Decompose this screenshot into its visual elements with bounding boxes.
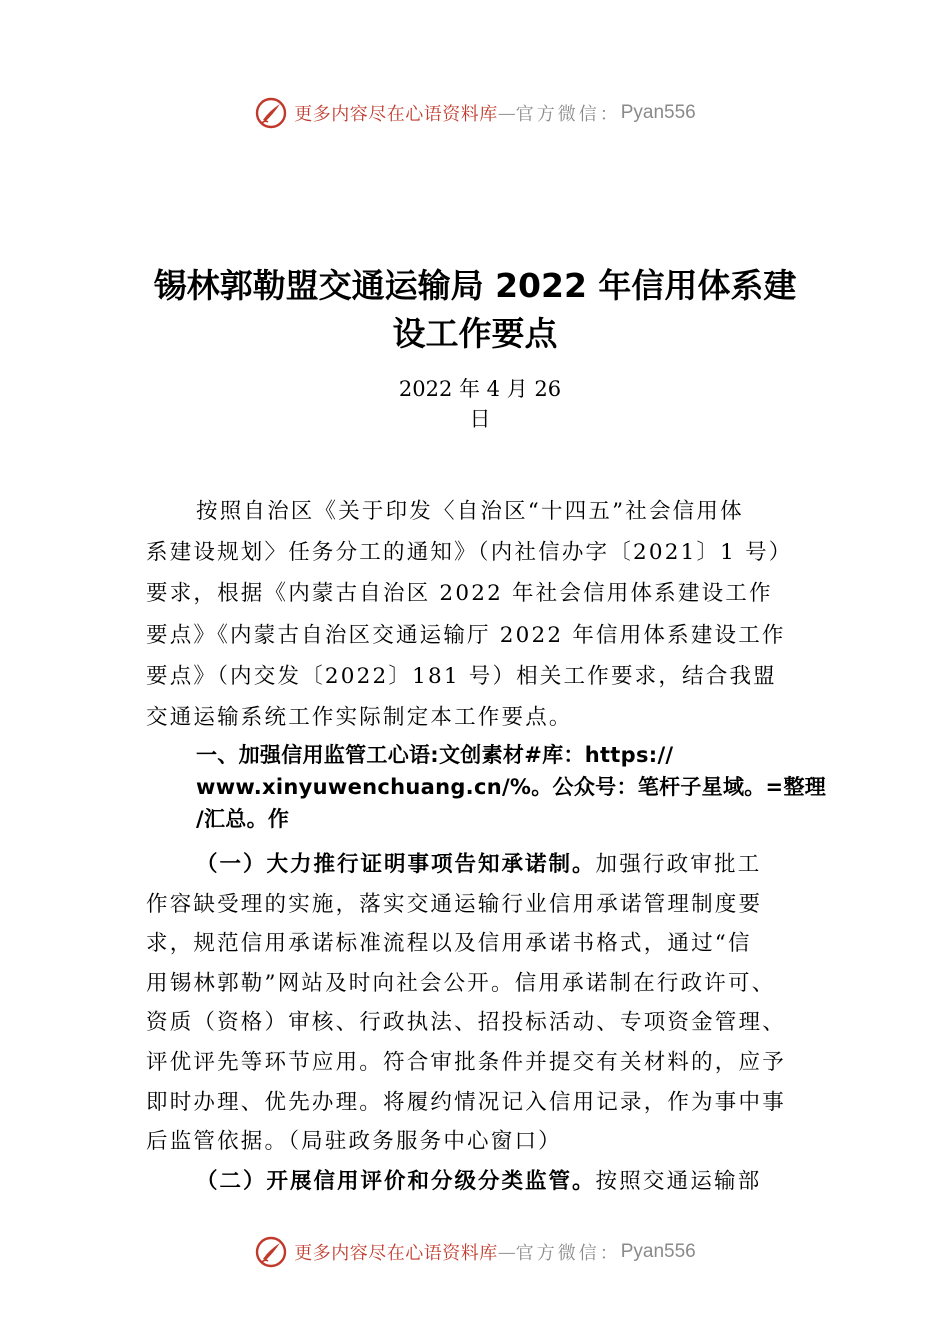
section-heading-1 (196, 739, 876, 835)
item-2-first-text: 按照交通运输部 (595, 1169, 762, 1194)
text-line: 交通运输系统工作实际制定本工作要点。 (146, 705, 573, 731)
item-first-line (146, 1162, 826, 1202)
text-line: 要点》《内蒙古自治区交通运输厅 2022 年信用体系建设工作 (146, 622, 786, 648)
item-2-heading: （二）开展信用评价和分级分类监管。 (196, 1169, 596, 1194)
text-line: 求，规范信用承诺标准流程以及信用承诺书格式，通过“信 (146, 931, 752, 957)
brush-logo-icon (254, 1235, 288, 1269)
banner-main-text: 更多内容尽在心语资料库 (294, 104, 498, 125)
date-line: 2022 年 4 月 26 (398, 377, 562, 401)
intro-paragraph (146, 491, 826, 738)
item-1-paragraph (146, 845, 826, 1162)
text-line: 作容缺受理的实施，落实交通运输行业信用承诺管理制度要 (146, 891, 763, 917)
text-line: 评优评先等环节应用。符合审批条件并提交有关材料的，应予 (146, 1049, 786, 1075)
text-line: 资质（资格）审核、行政执法、招投标活动、专项资金管理、 (146, 1010, 786, 1036)
banner-separator: — (497, 1241, 516, 1263)
heading-line: /汇总。作 (196, 807, 290, 831)
text-line: 要点》（内交发〔2022〕181 号）相关工作要求，结合我盟 (146, 663, 777, 689)
text-line: 要求，根据《内蒙古自治区 2022 年社会信用体系建设工作 (146, 581, 773, 607)
text-line: 用锡林郭勒”网站及时向社会公开。信用承诺制在行政许可、 (146, 970, 776, 996)
item-first-line (146, 845, 826, 885)
banner-separator: — (497, 102, 516, 124)
watermark-banner-bottom (0, 1232, 950, 1272)
document-title (120, 262, 830, 358)
document-date (380, 374, 580, 434)
heading-line: www.xinyuwenchuang.cn/%。公众号：笔杆子星域。=整理 (196, 775, 827, 799)
heading-line: 一、加强信用监管工心语:文创素材#库：https:// (196, 743, 674, 767)
title-line: 锡林郭勒盟交通运输局 2022 年信用体系建 (153, 266, 797, 305)
banner-label: 官方微信： (515, 104, 621, 125)
item-2-paragraph (146, 1162, 826, 1202)
text-line: 按照自治区《关于印发〈自治区“十四五”社会信用体 (196, 499, 744, 524)
brush-logo-icon (254, 96, 288, 130)
text-line: 即时办理、优先办理。将履约情况记入信用记录，作为事中事 (146, 1089, 786, 1115)
banner-wechat-id: Pyan556 (620, 102, 696, 123)
item-1-heading: （一）大力推行证明事项告知承诺制。 (196, 852, 596, 877)
date-line: 日 (469, 407, 491, 431)
watermark-banner-top (0, 93, 950, 133)
item-1-first-text: 加强行政审批工 (595, 852, 762, 877)
text-line: 系建设规划〉任务分工的通知》（内社信办字〔2021〕1 号） (146, 540, 793, 566)
title-line: 设工作要点 (392, 314, 558, 353)
banner-main-text: 更多内容尽在心语资料库 (294, 1243, 498, 1264)
banner-label: 官方微信： (515, 1243, 621, 1264)
text-line: 后监管依据。（局驻政务服务中心窗口） (146, 1129, 562, 1155)
banner-wechat-id: Pyan556 (620, 1241, 696, 1262)
